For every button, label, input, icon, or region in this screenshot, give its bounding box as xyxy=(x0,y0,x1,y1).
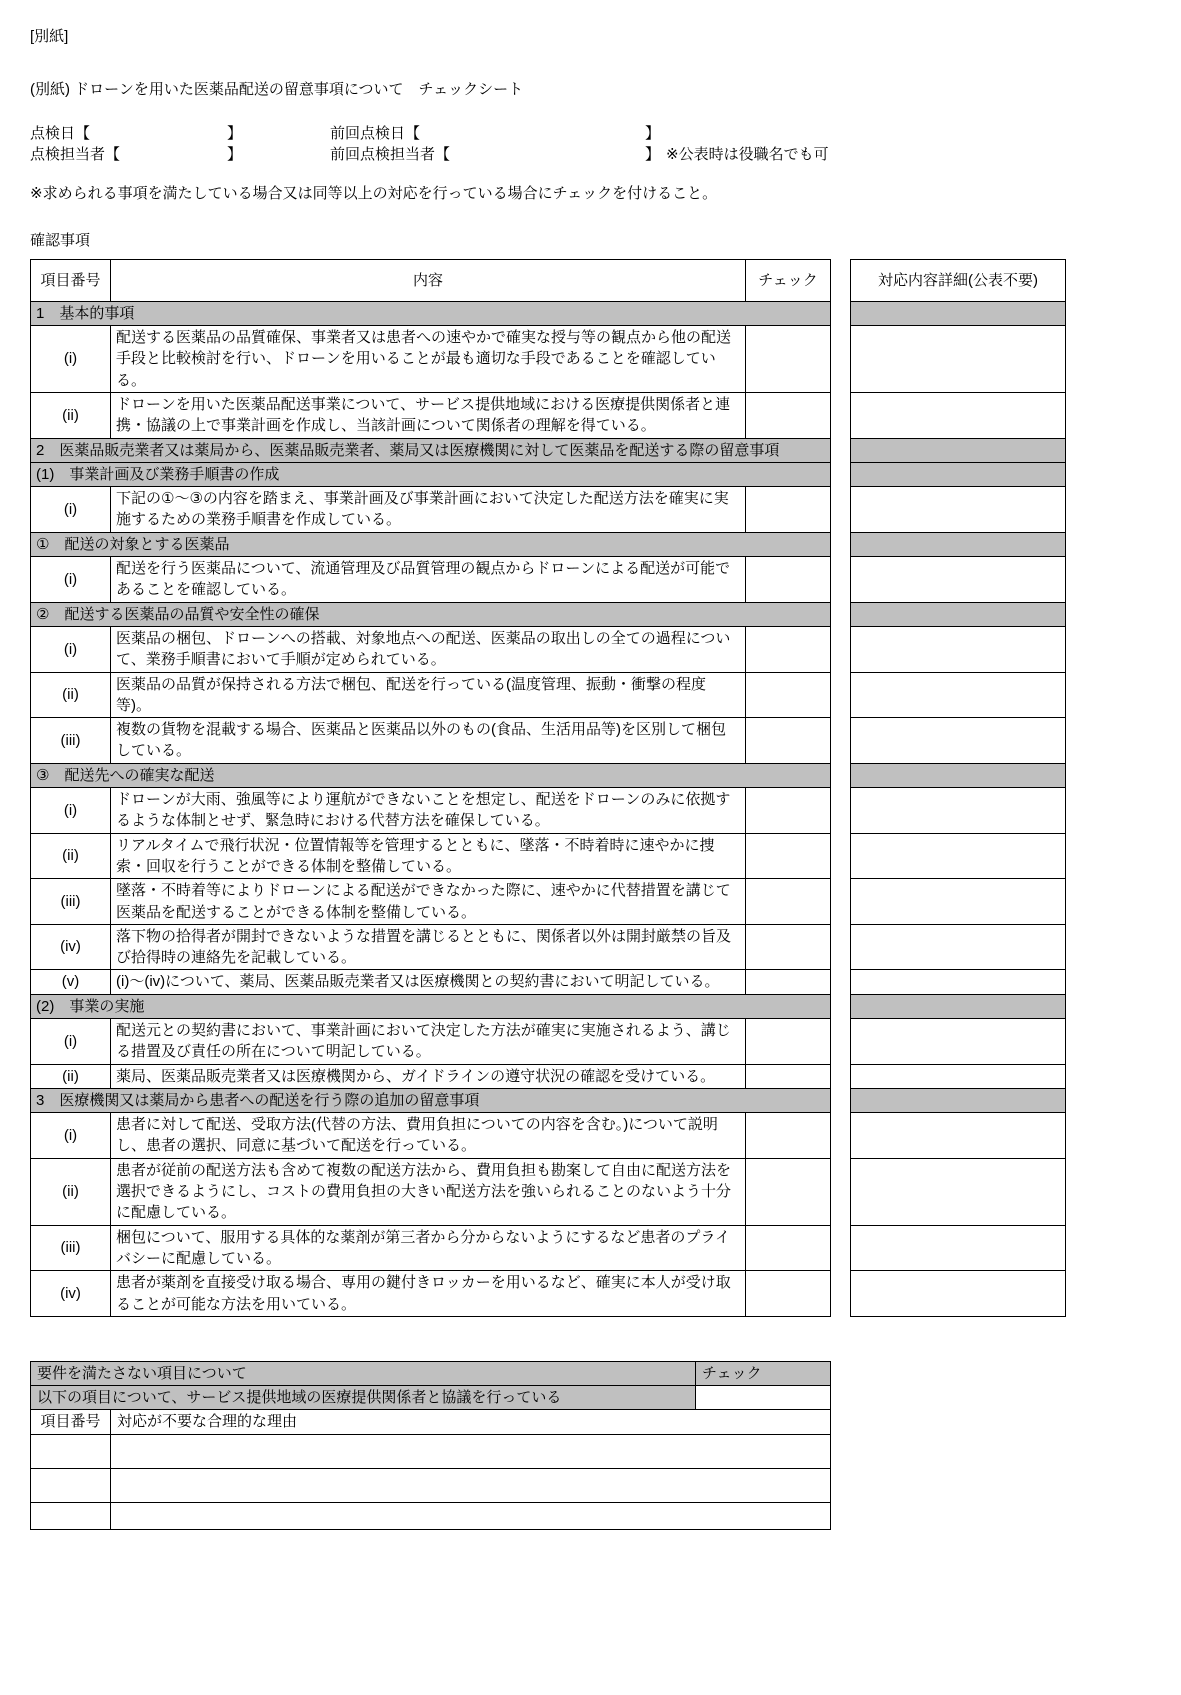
bracket-close: 】 xyxy=(644,124,660,142)
detail-cell-section xyxy=(851,532,1066,556)
column-gap xyxy=(831,1271,851,1317)
item-row xyxy=(31,1018,1066,1064)
item-text: 配送する医薬品の品質確保、事業者又は患者への速やかで確実な授与等の観点から他の配送手段と比較検討を行い、ドローンを用いることが最も適切な手段であることを確認している。 xyxy=(111,326,746,393)
column-gap xyxy=(831,532,851,556)
item-text: 落下物の拾得者が開封できないような措置を講じるとともに、関係者以外は開封厳禁の旨及び拾得時の連絡先を記載している。 xyxy=(111,924,746,970)
item-number: (iii) xyxy=(31,1225,111,1271)
empty-reason-cell[interactable] xyxy=(111,1468,831,1502)
section-row xyxy=(31,763,1066,787)
item-text: 医薬品の梱包、ドローンへの搭載、対象地点への配送、医薬品の取出しの全ての過程について、業務手順書において手順が定められている。 xyxy=(111,626,746,672)
item-number: (i) xyxy=(31,626,111,672)
check-cell[interactable] xyxy=(746,833,831,879)
unmet-title: 要件を満たさない項目について xyxy=(31,1361,696,1385)
detail-cell[interactable] xyxy=(851,1064,1066,1088)
column-gap xyxy=(831,1158,851,1225)
detail-cell[interactable] xyxy=(851,788,1066,834)
item-row xyxy=(31,557,1066,603)
detail-cell[interactable] xyxy=(851,326,1066,393)
section-row xyxy=(31,1088,1066,1112)
consultation-statement: 以下の項目について、サービス提供地域の医療提供関係者と協議を行っている xyxy=(31,1386,696,1410)
detail-cell[interactable] xyxy=(851,1113,1066,1159)
detail-cell-section xyxy=(851,462,1066,486)
table-header-row xyxy=(31,259,1066,301)
check-cell[interactable] xyxy=(746,626,831,672)
column-gap xyxy=(831,718,851,764)
section-row xyxy=(31,994,1066,1018)
item-row xyxy=(31,672,1066,718)
check-cell[interactable] xyxy=(746,487,831,533)
column-gap xyxy=(831,392,851,438)
item-row xyxy=(31,924,1066,970)
consultation-row xyxy=(31,1386,831,1410)
item-row xyxy=(31,626,1066,672)
item-number: (i) xyxy=(31,1113,111,1159)
inspection-date-label: 点検日【 xyxy=(30,124,91,142)
item-text: (i)～(iv)について、薬局、医薬品販売業者又は医療機関との契約書において明記している。 xyxy=(111,970,746,994)
check-cell[interactable] xyxy=(746,672,831,718)
item-number: (ii) xyxy=(31,392,111,438)
unmet-header-row xyxy=(31,1361,831,1385)
col-header-detail: 対応内容詳細(公表不要) xyxy=(851,259,1066,301)
check-cell[interactable] xyxy=(746,326,831,393)
unmet-check-header: チェック xyxy=(696,1361,831,1385)
column-gap xyxy=(831,763,851,787)
item-row xyxy=(31,1064,1066,1088)
column-gap xyxy=(831,259,851,301)
item-row xyxy=(31,1113,1066,1159)
bracket-close: 】 xyxy=(226,124,242,142)
reason-header-row xyxy=(31,1410,831,1434)
item-number: (i) xyxy=(31,487,111,533)
item-number: (ii) xyxy=(31,672,111,718)
section-label: 3 医療機関又は薬局から患者への配送を行う際の追加の留意事項 xyxy=(31,1088,831,1112)
column-gap xyxy=(831,626,851,672)
item-row xyxy=(31,970,1066,994)
detail-cell-section xyxy=(851,438,1066,462)
column-gap xyxy=(831,462,851,486)
section-label: ③ 配送先への確実な配送 xyxy=(31,763,831,787)
check-cell[interactable] xyxy=(746,1225,831,1271)
empty-reason-cell[interactable] xyxy=(111,1434,831,1468)
detail-cell-section xyxy=(851,1088,1066,1112)
check-cell[interactable] xyxy=(746,1113,831,1159)
confirmation-items-caption: 確認事項 xyxy=(30,232,91,250)
detail-cell[interactable] xyxy=(851,487,1066,533)
detail-cell[interactable] xyxy=(851,392,1066,438)
detail-cell[interactable] xyxy=(851,718,1066,764)
section-label: 2 医薬品販売業者又は薬局から、医薬品販売業者、薬局又は医療機関に対して医薬品を配送する際の留意事項 xyxy=(31,438,831,462)
item-number: (iv) xyxy=(31,1271,111,1317)
detail-cell-section xyxy=(851,763,1066,787)
inspector-field xyxy=(30,144,242,165)
prev-inspection-date-field xyxy=(330,123,660,144)
item-number: (iii) xyxy=(31,718,111,764)
unmet-reason-header: 対応が不要な合理的な理由 xyxy=(111,1410,831,1434)
empty-reason-row xyxy=(31,1434,831,1468)
col-header-item-no: 項目番号 xyxy=(31,259,111,301)
item-text: 下記の①～③の内容を踏まえ、事業計画及び事業計画において決定した配送方法を確実に実施するための業務手順書を作成している。 xyxy=(111,487,746,533)
section-row xyxy=(31,301,1066,325)
item-number: (ii) xyxy=(31,1158,111,1225)
column-gap xyxy=(831,788,851,834)
item-row xyxy=(31,718,1066,764)
item-row xyxy=(31,487,1066,533)
column-gap xyxy=(831,672,851,718)
title-allowed-note: ※公表時は役職名でも可 xyxy=(666,145,829,163)
prev-inspector-field xyxy=(330,144,660,165)
item-number: (ii) xyxy=(31,833,111,879)
column-gap xyxy=(831,301,851,325)
prev-inspector-label: 前回点検担当者【 xyxy=(330,145,451,163)
bracket-close: 】 xyxy=(226,145,242,163)
item-row xyxy=(31,326,1066,393)
item-number: (iv) xyxy=(31,924,111,970)
check-cell[interactable] xyxy=(746,970,831,994)
detail-cell[interactable] xyxy=(851,557,1066,603)
item-row xyxy=(31,879,1066,925)
empty-item-no-cell[interactable] xyxy=(31,1502,111,1529)
item-text: ドローンが大雨、強風等により運航ができないことを想定し、配送をドローンのみに依拠するような体制とせず、緊急時における代替方法を確保している。 xyxy=(111,788,746,834)
empty-reason-row xyxy=(31,1502,831,1529)
col-header-check: チェック xyxy=(746,259,831,301)
inspector-line xyxy=(30,144,1151,165)
item-number: (v) xyxy=(31,970,111,994)
detail-cell[interactable] xyxy=(851,1018,1066,1064)
detail-cell[interactable] xyxy=(851,924,1066,970)
section-label: ② 配送する医薬品の品質や安全性の確保 xyxy=(31,602,831,626)
empty-reason-cell[interactable] xyxy=(111,1502,831,1529)
check-cell[interactable] xyxy=(746,879,831,925)
check-cell[interactable] xyxy=(746,1018,831,1064)
section-row xyxy=(31,438,1066,462)
column-gap xyxy=(831,879,851,925)
item-text: 医薬品の品質が保持される方法で梱包、配送を行っている(温度管理、振動・衝撃の程度等)。 xyxy=(111,672,746,718)
column-gap xyxy=(831,970,851,994)
item-number: (i) xyxy=(31,1018,111,1064)
attachment-corner-label: [別紙] xyxy=(30,28,69,45)
item-text: 配送元との契約書において、事業計画において決定した方法が確実に実施されるよう、講じる措置及び責任の所在について明記している。 xyxy=(111,1018,746,1064)
section-row xyxy=(31,602,1066,626)
item-text: 患者が薬剤を直接受け取る場合、専用の鍵付きロッカーを用いるなど、確実に本人が受け取ることが可能な方法を用いている。 xyxy=(111,1271,746,1317)
item-text: 患者に対して配送、受取方法(代替の方法、費用負担についての内容を含む。)について説明し、患者の選択、同意に基づいて配送を行っている。 xyxy=(111,1113,746,1159)
check-cell[interactable] xyxy=(746,788,831,834)
section-row xyxy=(31,462,1066,486)
item-number: (ii) xyxy=(31,1064,111,1088)
empty-reason-row xyxy=(31,1468,831,1502)
column-gap xyxy=(831,924,851,970)
item-text: 複数の貨物を混載する場合、医薬品と医薬品以外のもの(食品、生活用品等)を区別して梱包している。 xyxy=(111,718,746,764)
unmet-requirements-table xyxy=(30,1361,831,1530)
column-gap xyxy=(831,994,851,1018)
column-gap xyxy=(831,326,851,393)
column-gap xyxy=(831,833,851,879)
item-row xyxy=(31,1158,1066,1225)
item-row xyxy=(31,1225,1066,1271)
checklist-body xyxy=(31,301,1066,1316)
section-label: 1 基本的事項 xyxy=(31,301,831,325)
column-gap xyxy=(831,1064,851,1088)
prev-inspection-date-label: 前回点検日【 xyxy=(330,124,421,142)
page-title: (別紙) ドローンを用いた医薬品配送の留意事項について チェックシート xyxy=(30,81,524,99)
item-text: 墜落・不時着等によりドローンによる配送ができなかった際に、速やかに代替措置を講じて医薬品を配送することができる体制を整備している。 xyxy=(111,879,746,925)
inspection-date-field xyxy=(30,123,242,144)
detail-cell[interactable] xyxy=(851,833,1066,879)
detail-cell-section xyxy=(851,994,1066,1018)
detail-cell[interactable] xyxy=(851,626,1066,672)
column-gap xyxy=(831,1113,851,1159)
item-text: 患者が従前の配送方法も含めて複数の配送方法から、費用負担も勘案して自由に配送方法を選択できるようにし、コストの費用負担の大きい配送方法を強いられることのないよう十分に配慮している。 xyxy=(111,1158,746,1225)
check-cell[interactable] xyxy=(746,1271,831,1317)
item-number: (i) xyxy=(31,557,111,603)
item-text: 梱包について、服用する具体的な薬剤が第三者から分からないようにするなど患者のプライバシーに配慮している。 xyxy=(111,1225,746,1271)
item-text: 配送を行う医薬品について、流通管理及び品質管理の観点からドローンによる配送が可能であることを確認している。 xyxy=(111,557,746,603)
checklist-table xyxy=(30,259,1066,1317)
check-cell[interactable] xyxy=(746,1158,831,1225)
section-label: (1) 事業計画及び業務手順書の作成 xyxy=(31,462,831,486)
item-number: (iii) xyxy=(31,879,111,925)
inspection-date-line xyxy=(30,123,1151,144)
detail-cell[interactable] xyxy=(851,879,1066,925)
detail-cell[interactable] xyxy=(851,970,1066,994)
check-cell[interactable] xyxy=(746,557,831,603)
section-row xyxy=(31,532,1066,556)
inspector-label: 点検担当者【 xyxy=(30,145,121,163)
detail-cell-section xyxy=(851,602,1066,626)
column-gap xyxy=(831,557,851,603)
col-header-content: 内容 xyxy=(111,259,746,301)
detail-cell-section xyxy=(851,301,1066,325)
check-cell[interactable] xyxy=(746,718,831,764)
empty-item-no-cell[interactable] xyxy=(31,1468,111,1502)
column-gap xyxy=(831,1018,851,1064)
bracket-close: 】 xyxy=(644,145,660,163)
item-row xyxy=(31,833,1066,879)
unmet-item-no-header: 項目番号 xyxy=(31,1410,111,1434)
item-row xyxy=(31,1271,1066,1317)
column-gap xyxy=(831,602,851,626)
check-cell[interactable] xyxy=(746,924,831,970)
detail-cell[interactable] xyxy=(851,1271,1066,1317)
column-gap xyxy=(831,1088,851,1112)
item-text: ドローンを用いた医薬品配送事業について、サービス提供地域における医療提供関係者と連携・協議の上で事業計画を作成し、当該計画について関係者の理解を得ている。 xyxy=(111,392,746,438)
column-gap xyxy=(831,487,851,533)
item-row xyxy=(31,392,1066,438)
check-instruction: ※求められる事項を満たしている場合又は同等以上の対応を行っている場合にチェックを付けること。 xyxy=(30,185,718,203)
detail-cell[interactable] xyxy=(851,672,1066,718)
empty-item-no-cell[interactable] xyxy=(31,1434,111,1468)
item-text: 薬局、医薬品販売業者又は医療機関から、ガイドラインの遵守状況の確認を受けている。 xyxy=(111,1064,746,1088)
check-cell[interactable] xyxy=(746,1064,831,1088)
column-gap xyxy=(831,438,851,462)
item-number: (i) xyxy=(31,326,111,393)
section-label: ① 配送の対象とする医薬品 xyxy=(31,532,831,556)
item-text: リアルタイムで飛行状況・位置情報等を管理するとともに、墜落・不時着時に速やかに捜索・回収を行うことができる体制を整備している。 xyxy=(111,833,746,879)
detail-cell[interactable] xyxy=(851,1225,1066,1271)
section-label: (2) 事業の実施 xyxy=(31,994,831,1018)
column-gap xyxy=(831,1225,851,1271)
unmet-empty-body xyxy=(31,1434,831,1529)
check-cell[interactable] xyxy=(746,392,831,438)
consultation-check-cell[interactable] xyxy=(696,1386,831,1410)
detail-cell[interactable] xyxy=(851,1158,1066,1225)
item-row xyxy=(31,788,1066,834)
item-number: (i) xyxy=(31,788,111,834)
